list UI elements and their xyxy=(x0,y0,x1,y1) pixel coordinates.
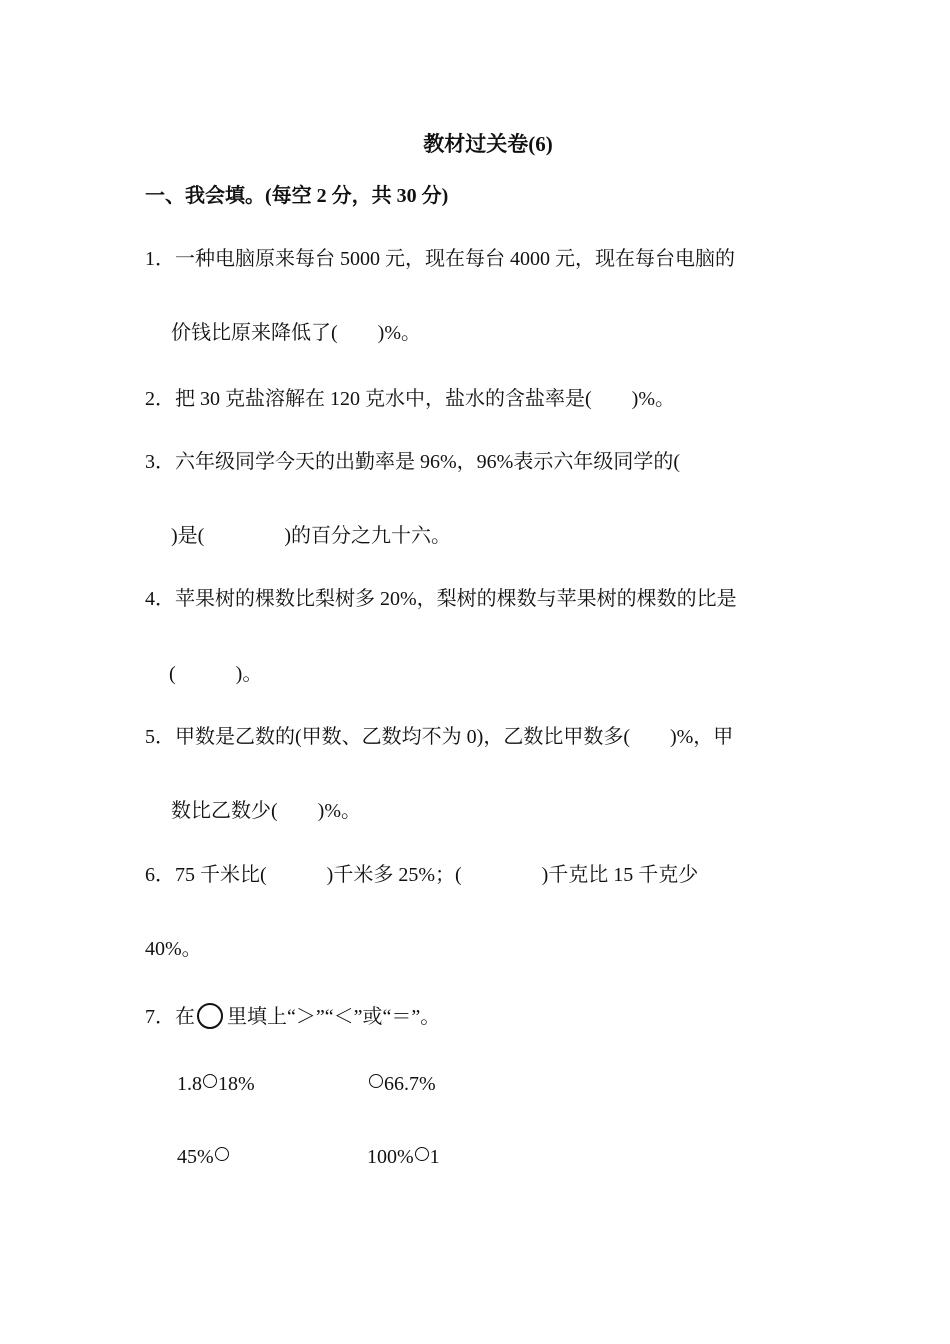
compare-item-2 xyxy=(368,1073,436,1096)
compare-item-1-left: 1.8 xyxy=(177,1073,202,1095)
compare-item-3-left: 45% xyxy=(177,1146,214,1168)
question-4-line-1: 4．苹果树的棵数比梨树多 20%，梨树的棵数与苹果树的棵数的比是 xyxy=(145,588,737,610)
question-6-line-1: 6．75 千米比( )千米多 25%；( )千克比 15 千克少 xyxy=(145,864,699,886)
question-7-line-1 xyxy=(145,1000,440,1029)
compare-item-2-right: 66.7% xyxy=(384,1073,436,1095)
compare-item-3 xyxy=(177,1146,230,1169)
question-1-line-1: 1．一种电脑原来每台 5000 元，现在每台 4000 元，现在每台电脑的 xyxy=(145,248,735,270)
question-5-line-2: 数比乙数少( )%。 xyxy=(171,800,361,822)
compare-circle-icon[interactable] xyxy=(369,1074,383,1088)
compare-item-4 xyxy=(367,1146,440,1169)
section-heading: 一、我会填。(每空 2 分，共 30 分) xyxy=(145,185,449,207)
compare-circle-icon[interactable] xyxy=(415,1147,429,1161)
circle-icon xyxy=(197,1003,223,1029)
page-title: 教材过关卷(6) xyxy=(423,132,553,156)
question-1-line-2: 价钱比原来降低了( )%。 xyxy=(171,322,421,344)
question-7-suffix: 里填上“＞”“＜”或“＝”。 xyxy=(227,1006,441,1028)
question-2-line-1: 2．把 30 克盐溶解在 120 克水中，盐水的含盐率是( )%。 xyxy=(145,388,675,410)
compare-item-1-right: 18% xyxy=(218,1073,255,1095)
compare-item-1 xyxy=(177,1073,255,1096)
question-6-line-2: 40%。 xyxy=(145,938,202,960)
question-3-line-2: )是( )的百分之九十六。 xyxy=(171,525,451,547)
question-5-line-1: 5．甲数是乙数的(甲数、乙数均不为 0)，乙数比甲数多( )%，甲 xyxy=(145,726,734,748)
compare-item-4-right: 1 xyxy=(429,1146,440,1168)
compare-item-4-left: 100% xyxy=(367,1146,414,1168)
question-4-line-2: ( )。 xyxy=(169,663,263,685)
question-3-line-1: 3．六年级同学今天的出勤率是 96%，96%表示六年级同学的( xyxy=(145,451,680,473)
compare-circle-icon[interactable] xyxy=(215,1147,229,1161)
compare-circle-icon[interactable] xyxy=(203,1074,217,1088)
question-7-prefix: 7．在 xyxy=(145,1006,195,1028)
